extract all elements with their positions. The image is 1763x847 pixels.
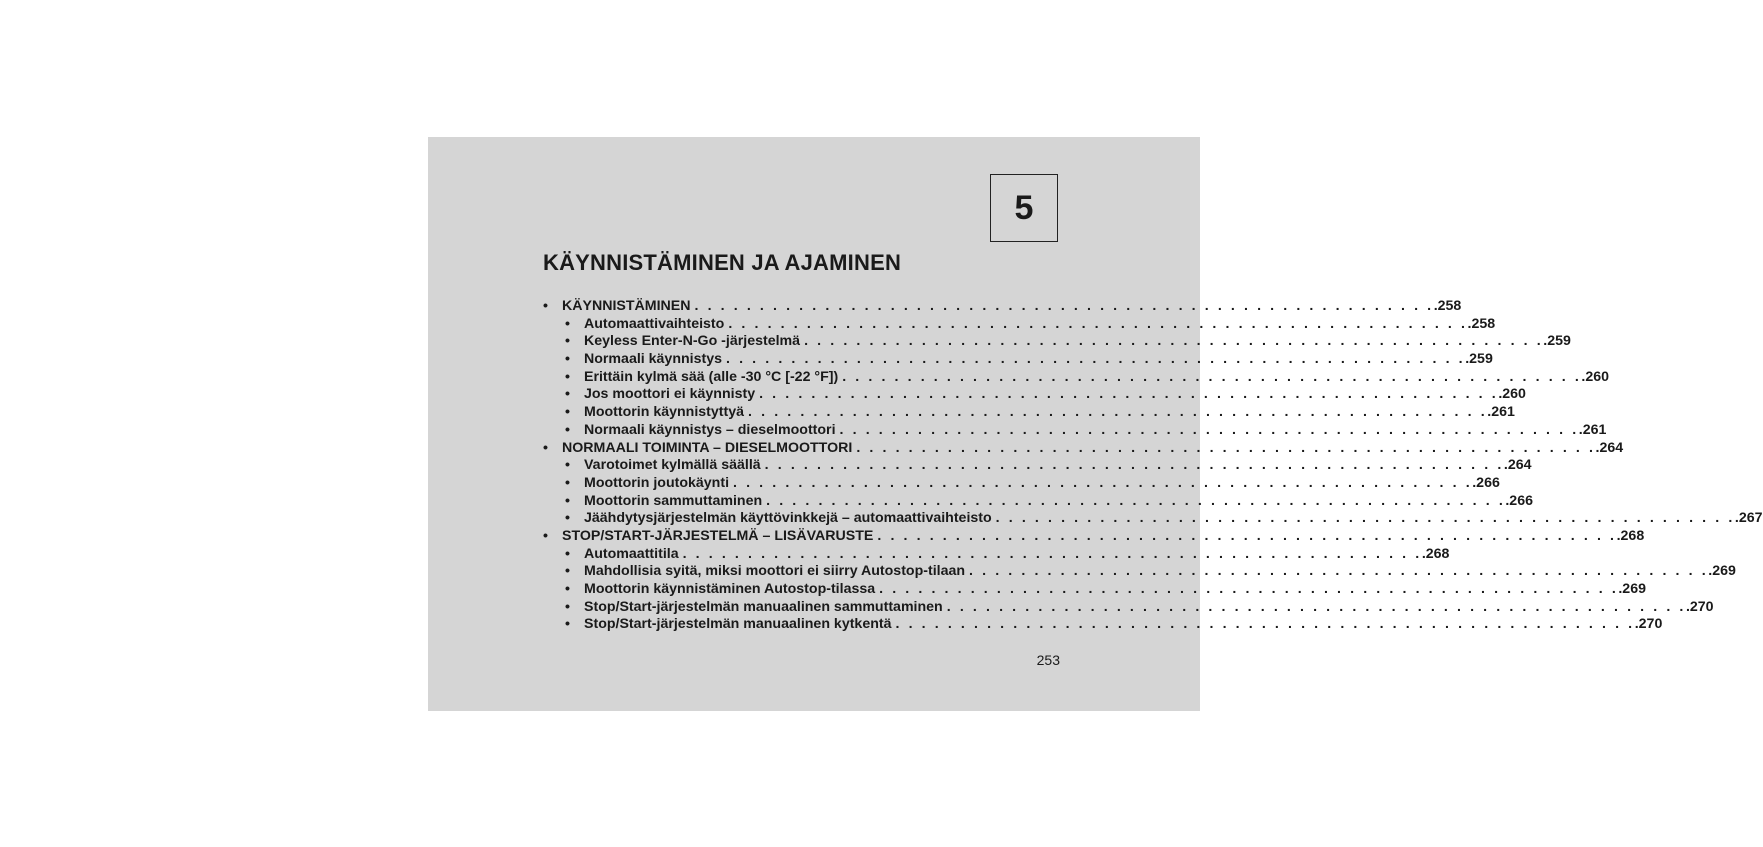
toc-entry-label: Varotoimet kylmällä säällä [584,457,761,474]
bullet-icon: • [565,386,570,403]
toc-subsection-entry[interactable] [543,368,1610,387]
toc-entry-page: .268 [1421,545,1450,562]
toc-subsection-entry[interactable] [543,510,1763,528]
toc-subsection-entry[interactable] [543,457,1532,475]
toc-entry-page: .264 [1503,457,1532,474]
bullet-icon: • [543,439,548,456]
toc-entry-page: .269 [1618,581,1646,597]
dot-leader: . . . . . . . . . . . . . . . . . . . . . . . . . . . . . . . . . . . . . . . . . . . . . . . . . . . . . . . . . [748,404,1488,421]
dot-leader: . . . . . . . . . . . . . . . . . . . . . . . . . . . . . . . . . . . . . . . . . . . . . . . . . . . . . . . . . [895,616,1635,633]
toc-entry-label: KÄYNNISTÄMINEN [562,298,691,314]
dot-leader: . . . . . . . . . . . . . . . . . . . . . . . . . . . . . . . . . . . . . . . . . . . . . . . . . . . . . . . . . [879,581,1619,597]
bullet-icon: • [543,527,548,544]
toc-entry-page: .261 [1578,421,1607,438]
dot-leader: . . . . . . . . . . . . . . . . . . . . . . . . . . . . . . . . . . . . . . . . . . . . . . . . . . . . . . . . . [804,333,1544,350]
toc-entry-page: .269 [1708,563,1736,580]
chapter-number: 5 [1014,188,1034,227]
toc-entry-label: Erittäin kylmä sää (alle -30 °C [-22 °F]) [584,368,839,385]
toc-subsection-entry[interactable] [543,386,1526,404]
toc-entry-label: Moottorin käynnistyttyä [584,404,745,421]
toc-subsection-entry[interactable] [543,421,1607,440]
bullet-icon: • [565,510,570,527]
toc-entry-label: Stop/Start-järjestelmän manuaalinen kytkentä [584,616,892,633]
bullet-icon: • [565,333,570,350]
toc-entry-page: .260 [1498,386,1526,403]
toc-subsection-entry[interactable] [543,333,1571,351]
toc-entry-label: NORMAALI TOIMINTA – DIESELMOOTTORI [562,439,853,456]
toc-entry-label: Jos moottori ei käynnisty [584,386,756,403]
toc-entry-page: .264 [1595,439,1624,456]
toc-entry-page: .258 [1467,315,1496,332]
toc-subsection-entry[interactable] [543,492,1533,511]
toc-subsection-entry[interactable] [543,563,1736,581]
toc-subsection-entry[interactable] [543,545,1450,564]
toc-entry-page: .258 [1433,298,1462,314]
dot-leader: . . . . . . . . . . . . . . . . . . . . . . . . . . . . . . . . . . . . . . . . . . . . . . . . . . . . . . . . . [733,474,1473,491]
toc-subsection-entry[interactable] [543,598,1714,617]
dot-leader: . . . . . . . . . . . . . . . . . . . . . . . . . . . . . . . . . . . . . . . . . . . . . . . . . . . . . . . . . [694,298,1434,314]
chapter-number-box [990,174,1058,242]
dot-leader: . . . . . . . . . . . . . . . . . . . . . . . . . . . . . . . . . . . . . . . . . . . . . . . . . . . . . . . . . [764,457,1504,474]
toc-section-entry[interactable] [543,527,1645,546]
dot-leader: . . . . . . . . . . . . . . . . . . . . . . . . . . . . . . . . . . . . . . . . . . . . . . . . . . . . . . . . . [969,563,1709,580]
toc-entry-label: Keyless Enter-N-Go -järjestelmä [584,333,801,350]
toc-entry-page: .266 [1472,474,1500,491]
page-number: 253 [1036,652,1060,668]
dot-leader: . . . . . . . . . . . . . . . . . . . . . . . . . . . . . . . . . . . . . . . . . . . . . . . . . . . . . . . . . [877,527,1617,544]
bullet-icon: • [565,616,570,633]
toc-entry-label: Moottorin sammuttaminen [584,492,763,509]
bullet-icon: • [565,421,570,438]
bullet-icon: • [565,315,570,332]
toc-entry-label: Jäähdytysjärjestelmän käyttövinkkejä – automaattivaihteisto [584,510,992,527]
toc-entry-page: .261 [1487,404,1515,421]
bullet-icon: • [543,298,548,314]
toc-entry-page: .260 [1581,368,1610,385]
toc-entry-label: Moottorin joutokäynti [584,474,730,491]
bullet-icon: • [565,563,570,580]
dot-leader: . . . . . . . . . . . . . . . . . . . . . . . . . . . . . . . . . . . . . . . . . . . . . . . . . . . . . . . . . [995,510,1735,527]
bullet-icon: • [565,581,570,597]
dot-leader: . . . . . . . . . . . . . . . . . . . . . . . . . . . . . . . . . . . . . . . . . . . . . . . . . . . . . . . . . [839,421,1579,438]
toc-entry-label: Automaattitila [584,545,679,562]
toc-entry-page: .266 [1505,492,1533,509]
toc-subsection-entry[interactable] [543,581,1646,599]
toc-entry-page: .270 [1685,598,1714,615]
chapter-title: KÄYNNISTÄMINEN JA AJAMINEN [543,250,902,275]
toc-subsection-entry[interactable] [543,404,1515,422]
toc-entry-page: .259 [1543,333,1571,350]
bullet-icon: • [565,457,570,474]
toc-entry-label: STOP/START-JÄRJESTELMÄ – LISÄVARUSTE [562,527,874,544]
dot-leader: . . . . . . . . . . . . . . . . . . . . . . . . . . . . . . . . . . . . . . . . . . . . . . . . . . . . . . . . . [728,315,1468,332]
dot-leader: . . . . . . . . . . . . . . . . . . . . . . . . . . . . . . . . . . . . . . . . . . . . . . . . . . . . . . . . . [856,439,1596,456]
dot-leader: . . . . . . . . . . . . . . . . . . . . . . . . . . . . . . . . . . . . . . . . . . . . . . . . . . . . . . . . . [842,368,1582,385]
toc-entry-page: .259 [1465,351,1493,368]
dot-leader: . . . . . . . . . . . . . . . . . . . . . . . . . . . . . . . . . . . . . . . . . . . . . . . . . . . . . . . . . [946,598,1686,615]
toc-entry-page: .267 [1734,510,1763,527]
bullet-icon: • [565,404,570,421]
toc-subsection-entry[interactable] [543,474,1500,493]
dot-leader: . . . . . . . . . . . . . . . . . . . . . . . . . . . . . . . . . . . . . . . . . . . . . . . . . . . . . . . . . [766,492,1506,509]
toc-entry-label: Normaali käynnistys [584,351,722,368]
table-of-contents [543,298,1763,634]
toc-entry-label: Normaali käynnistys – dieselmoottori [584,421,836,438]
bullet-icon: • [565,598,570,615]
toc-subsection-entry[interactable] [543,616,1663,634]
toc-subsection-entry[interactable] [543,351,1493,369]
toc-subsection-entry[interactable] [543,315,1496,334]
dot-leader: . . . . . . . . . . . . . . . . . . . . . . . . . . . . . . . . . . . . . . . . . . . . . . . . . . . . . . . . . [759,386,1499,403]
toc-section-entry[interactable] [543,298,1462,316]
bullet-icon: • [565,474,570,491]
dot-leader: . . . . . . . . . . . . . . . . . . . . . . . . . . . . . . . . . . . . . . . . . . . . . . . . . . . . . . . . . [682,545,1422,562]
bullet-icon: • [565,351,570,368]
bullet-icon: • [565,492,570,509]
bullet-icon: • [565,545,570,562]
toc-section-entry[interactable] [543,439,1624,458]
toc-entry-label: Stop/Start-järjestelmän manuaalinen sammuttaminen [584,598,943,615]
dot-leader: . . . . . . . . . . . . . . . . . . . . . . . . . . . . . . . . . . . . . . . . . . . . . . . . . . . . . . . . . [726,351,1466,368]
toc-entry-page: .268 [1616,527,1645,544]
bullet-icon: • [565,368,570,385]
toc-entry-page: .270 [1634,616,1663,633]
toc-entry-label: Automaattivaihteisto [584,315,725,332]
toc-entry-label: Moottorin käynnistäminen Autostop-tilassa [584,581,876,597]
toc-entry-label: Mahdollisia syitä, miksi moottori ei siirry Autostop-tilaan [584,563,966,580]
